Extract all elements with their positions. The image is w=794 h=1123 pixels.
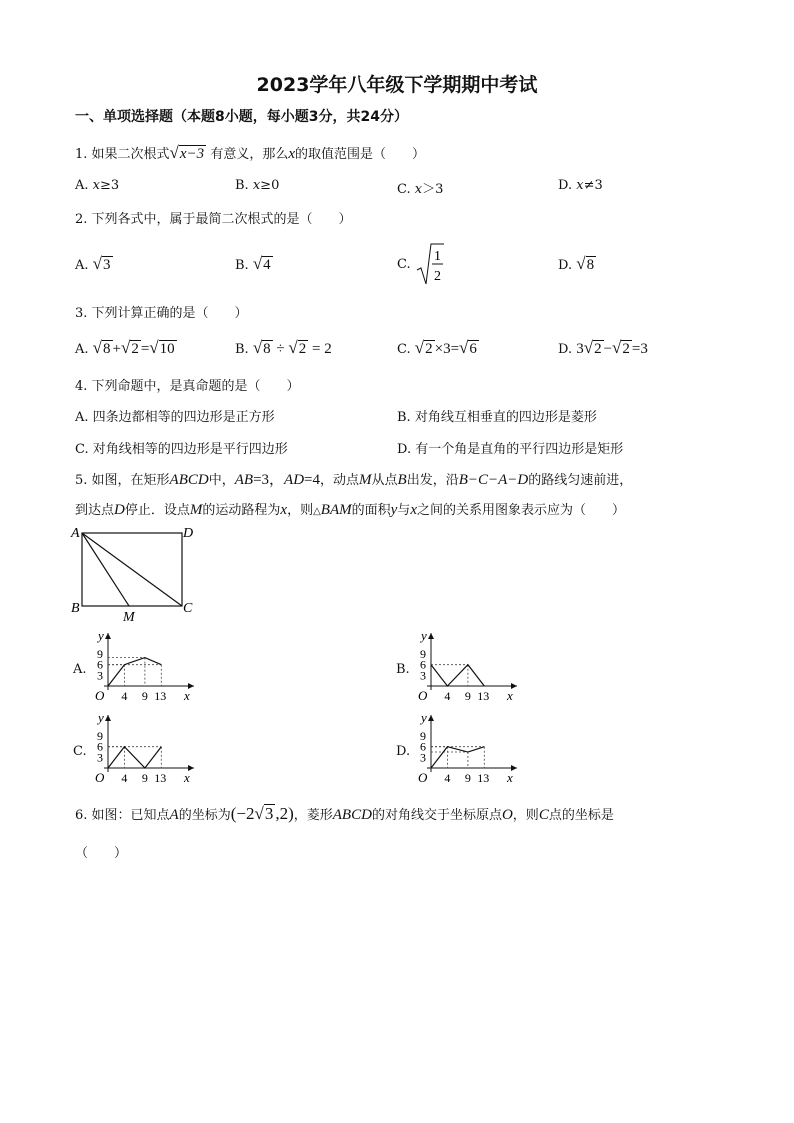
y-tick-label: 6 bbox=[97, 739, 103, 754]
point-b-label: B bbox=[71, 601, 80, 616]
x-tick-label: 9 bbox=[464, 771, 471, 785]
graph-line bbox=[108, 747, 161, 768]
q1-var: x bbox=[288, 146, 295, 162]
x-axis-label: x bbox=[507, 770, 513, 785]
origin-label: O bbox=[95, 688, 105, 703]
q2-option-d[interactable]: D. √8 bbox=[558, 254, 595, 273]
y-axis-label: y bbox=[98, 630, 104, 643]
point-d-label: D bbox=[183, 526, 194, 541]
q1-pre: 1. 如果二次根式 bbox=[75, 147, 170, 162]
x-tick-label: 9 bbox=[141, 771, 148, 785]
rectangle-figure bbox=[68, 522, 208, 626]
q2-option-a[interactable]: A. √3 bbox=[75, 254, 111, 273]
question-4-stem: 4. 下列命题中，是真命题的是（ ） bbox=[75, 379, 300, 394]
y-tick-label: 9 bbox=[420, 729, 426, 744]
x-tick-label: 4 bbox=[121, 771, 128, 785]
origin-label: O bbox=[418, 688, 428, 703]
x-axis-label: x bbox=[184, 770, 190, 785]
y-axis-arrow bbox=[105, 715, 111, 721]
question-3-stem: 3. 下列计算正确的是（ ） bbox=[75, 306, 248, 321]
graph-option-b[interactable] bbox=[411, 630, 521, 704]
q2-frac-den: 2 bbox=[433, 269, 441, 284]
q2-option-b[interactable]: B. √4 bbox=[235, 254, 271, 273]
question-5-line-1: 5. 如图，在矩形ABCD中，AB=3，AD=4，动点M从点B出发，沿B−C−A−D的路线匀速前进， bbox=[75, 472, 633, 488]
page-title: 2023学年八年级下学期期中考试 bbox=[256, 74, 538, 96]
q4-option-a[interactable]: A. 四条边都相等的四边形是正方形 bbox=[75, 410, 275, 425]
question-5-line-2: 到达点D停止．设点M的运动路程为x，则△BAM的面积y与x之间的关系用图象表示应为（ ） bbox=[75, 502, 625, 518]
graph-option-d-label[interactable]: D. bbox=[396, 744, 411, 759]
q4-option-d[interactable]: D. 有一个角是直角的平行四边形是矩形 bbox=[397, 442, 624, 457]
q1-option-b[interactable]: B. x≥0 bbox=[235, 178, 280, 193]
graph-option-a-label[interactable]: A. bbox=[73, 662, 87, 677]
x-tick-label: 13 bbox=[154, 771, 167, 785]
x-axis-label: x bbox=[184, 688, 190, 703]
section-heading: 一、单项选择题（本题8小题，每小题3分，共24分） bbox=[75, 109, 408, 125]
x-tick-label: 4 bbox=[121, 689, 128, 703]
segment-am bbox=[82, 533, 129, 606]
q1-option-d[interactable]: D. x≠3 bbox=[558, 178, 603, 193]
diagonal-ac bbox=[82, 533, 182, 606]
y-tick-label: 3 bbox=[97, 750, 103, 765]
y-tick-label: 6 bbox=[420, 739, 426, 754]
q2-frac-num: 1 bbox=[433, 249, 441, 264]
q3-option-b[interactable]: B. √8 ÷ √2 = 2 bbox=[235, 338, 332, 357]
question-2-stem: 2. 下列各式中，属于最简二次根式的是（ ） bbox=[75, 212, 352, 227]
y-tick-label: 6 bbox=[97, 657, 103, 672]
x-tick-label: 4 bbox=[444, 771, 451, 785]
q4-option-c[interactable]: C. 对角线相等的四边形是平行四边形 bbox=[75, 442, 288, 457]
question-6-line-2: （ ） bbox=[75, 846, 128, 861]
q1-post: 有意义，那么 bbox=[210, 147, 289, 162]
q1-option-a[interactable]: A. x≥3 bbox=[75, 178, 120, 193]
x-tick-label: 9 bbox=[464, 689, 471, 703]
origin-label: O bbox=[418, 770, 428, 785]
graph-option-c-label[interactable]: C. bbox=[73, 744, 87, 759]
q3-option-d[interactable]: D. 3√2 −√2 =3 bbox=[558, 338, 648, 357]
x-tick-label: 4 bbox=[444, 689, 451, 703]
y-axis-arrow bbox=[428, 633, 434, 639]
q3-option-c[interactable]: C. √2 ×3=√6 bbox=[397, 338, 477, 357]
q1-radicand: x−3 bbox=[179, 146, 205, 162]
q1-option-c[interactable]: C. x＞3 bbox=[397, 182, 444, 197]
origin-label: O bbox=[95, 770, 105, 785]
graph-option-a[interactable] bbox=[88, 630, 198, 704]
q2-fraction-sqrt bbox=[415, 242, 445, 286]
y-tick-label: 9 bbox=[97, 729, 103, 744]
x-tick-label: 13 bbox=[477, 689, 490, 703]
y-tick-label: 3 bbox=[420, 750, 426, 765]
y-axis-label: y bbox=[98, 712, 104, 725]
y-axis-arrow bbox=[428, 715, 434, 721]
question-6-line-1: 6. 如图：已知点A的坐标为(−2√3 ,2)，菱形ABCD的对角线交于坐标原点O，则C点的坐标是 bbox=[75, 804, 614, 823]
y-tick-label: 9 bbox=[97, 647, 103, 662]
graph-option-b-label[interactable]: B. bbox=[396, 662, 410, 677]
graph-line bbox=[108, 658, 161, 686]
point-c-label: C bbox=[183, 601, 193, 616]
graph-option-d[interactable] bbox=[411, 712, 521, 786]
x-tick-label: 9 bbox=[141, 689, 148, 703]
graph-option-c[interactable] bbox=[88, 712, 198, 786]
q4-option-b[interactable]: B. 对角线互相垂直的四边形是菱形 bbox=[397, 410, 597, 425]
y-axis-label: y bbox=[421, 630, 427, 643]
q1-post2: 的取值范围是（ ） bbox=[295, 147, 426, 162]
y-axis-label: y bbox=[421, 712, 427, 725]
y-axis-arrow bbox=[105, 633, 111, 639]
y-tick-label: 3 bbox=[97, 668, 103, 683]
y-tick-label: 3 bbox=[420, 668, 426, 683]
point-a-label: A bbox=[71, 526, 80, 541]
q2-option-c[interactable]: C. 1 2 bbox=[397, 242, 445, 286]
x-tick-label: 13 bbox=[154, 689, 167, 703]
x-axis-label: x bbox=[507, 688, 513, 703]
y-tick-label: 6 bbox=[420, 657, 426, 672]
point-m-label: M bbox=[123, 610, 135, 625]
q3-option-a[interactable]: A. √8 +√2 =√10 bbox=[75, 338, 175, 357]
x-tick-label: 13 bbox=[477, 771, 490, 785]
y-tick-label: 9 bbox=[420, 647, 426, 662]
graph-line bbox=[431, 747, 484, 768]
question-1-stem: 1. 如果二次根式√x−3 有意义，那么x的取值范围是（ ） bbox=[75, 143, 426, 162]
graph-line bbox=[431, 665, 484, 686]
